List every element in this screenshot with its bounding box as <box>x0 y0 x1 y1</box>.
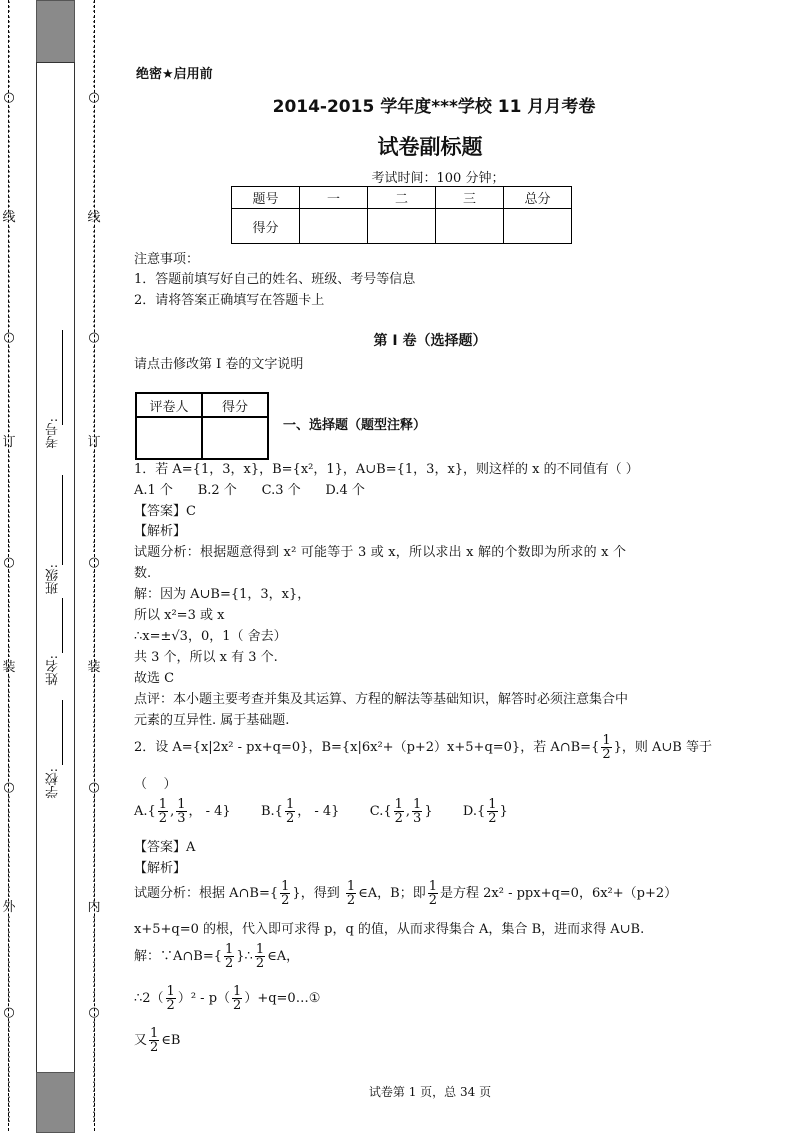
binding-dots: ⋮ <box>87 1095 101 1110</box>
q2-option-a: A.{ $\frac{1}{2}$ , $\frac{1}{3}$ ， - 4} <box>134 797 231 826</box>
binding-dots: ⋮ <box>87 495 101 510</box>
binding-dots: ⋮ <box>87 855 101 870</box>
q1-solution: 共 3 个，所以 x 有 3 个. <box>134 650 278 665</box>
score-header: 三 <box>436 187 504 209</box>
binding-dots: ⋮ <box>87 15 101 30</box>
binding-dots: ⋮ <box>2 105 16 120</box>
binding-dots: ⋮ <box>2 825 16 840</box>
q2-analysis-label: 【解析】 <box>134 861 187 876</box>
binding-dots: ⋮ <box>87 915 101 930</box>
q2-stem: 2．设 A={x|2x² - px+q=0}，B={x|6x²+（p+2）x+5+q=0}，若 A∩B={ $\frac{1}{2}$ }，则 A∪B 等于 <box>134 733 712 762</box>
binding-dots: ⋮ <box>87 675 101 690</box>
binding-mark: 外 <box>2 900 16 915</box>
q1-comment: 元素的互异性. 属于基础题. <box>134 713 290 728</box>
binding-dots: ⋮ <box>2 375 16 390</box>
q2-paren: （ ） <box>134 777 177 792</box>
score-header: 二 <box>368 187 436 209</box>
q1-solution: ∴x=±√3，0，1（ 舍去） <box>134 629 287 644</box>
binding-dots: ⋮ <box>87 645 101 660</box>
fraction: $\frac{1}{2}$ <box>602 733 611 762</box>
binding-dots: ⋮ <box>87 300 101 315</box>
binding-dots: ⋮ <box>87 225 101 240</box>
binding-dots: ⋮ <box>87 870 101 885</box>
score-cell[interactable] <box>504 209 572 244</box>
binding-dots: ⋮ <box>2 915 16 930</box>
q1-comment: 点评：本小题主要考查并集及其运算、方程的解法等基础知识，解答时必须注意集合中 <box>134 692 629 707</box>
field-class: 班级: <box>46 564 61 595</box>
grader-cell[interactable] <box>202 417 268 459</box>
binding-dots: ⋮ <box>87 525 101 540</box>
page-footer: 试卷第 1 页，总 34 页 <box>368 1085 492 1099</box>
binding-dots: ⋮ <box>87 885 101 900</box>
q1-answer: 【答案】C <box>134 504 196 519</box>
binding-dots: ⋮ <box>87 1065 101 1080</box>
field-exam-id: 考号: <box>46 418 61 449</box>
grader-header: 评卷人 <box>136 393 202 417</box>
score-table <box>231 186 572 244</box>
binding-dots: ⋮ <box>87 765 101 780</box>
binding-dots: ⋮ <box>87 150 101 165</box>
q2-option-b: B.{ $\frac{1}{2}$ ， - 4} <box>260 797 340 826</box>
binding-dots: ⋮ <box>87 465 101 480</box>
binding-dots: ⋮ <box>2 735 16 750</box>
binding-dots: ⋮ <box>2 675 16 690</box>
q2-solution: ∴2（ $\frac{1}{2}$ ）² - p（ $\frac{1}{2}$ ）+q=0…① <box>134 984 321 1013</box>
binding-dots: ⋮ <box>2 15 16 30</box>
q2-option-d: D.{ $\frac{1}{2}$ } <box>462 797 508 826</box>
binding-mark: 线 <box>87 210 101 225</box>
binding-dots: ⋮ <box>2 1020 16 1035</box>
binding-dots: ⋮ <box>87 945 101 960</box>
score-header: 题号 <box>232 187 300 209</box>
binding-dots: ⋮ <box>2 945 16 960</box>
binding-dots: ⋮ <box>87 360 101 375</box>
binding-dots: ⋮ <box>87 795 101 810</box>
binding-dots: ⋮ <box>87 810 101 825</box>
q2-solution: 解：∵A∩B={ $\frac{1}{2}$ }∴ $\frac{1}{2}$ ∈A， <box>134 942 300 971</box>
binding-dots: ⋮ <box>87 990 101 1005</box>
score-cell[interactable] <box>300 209 368 244</box>
binding-dots: ⋮ <box>87 240 101 255</box>
binding-dots: ⋮ <box>87 405 101 420</box>
binding-dots: ⋮ <box>2 165 16 180</box>
binding-dots: ⋮ <box>87 75 101 90</box>
binding-dots: ⋮ <box>87 1110 101 1125</box>
binding-dots: ⋮ <box>2 855 16 870</box>
binding-dots: ⋮ <box>87 615 101 630</box>
binding-dots: ⋮ <box>2 480 16 495</box>
grader-table <box>135 392 269 460</box>
binding-dots: ⋮ <box>87 1020 101 1035</box>
binding-dots: ⋮ <box>87 585 101 600</box>
binding-circle: ○ <box>88 330 100 345</box>
binding-dots: ⋮ <box>2 645 16 660</box>
binding-dots: ⋮ <box>2 450 16 465</box>
binding-dots: ⋮ <box>2 1095 16 1110</box>
q2-option-c: C.{ $\frac{1}{2}$ , $\frac{1}{3}$ } <box>369 797 433 826</box>
binding-circle: ○ <box>88 90 100 105</box>
binding-dots: ⋮ <box>2 540 16 555</box>
binding-dots: ⋮ <box>2 405 16 420</box>
binding-dots: ⋮ <box>2 255 16 270</box>
binding-dots: ⋮ <box>87 135 101 150</box>
section-description[interactable]: 请点击修改第 I 卷的文字说明 <box>134 357 304 372</box>
binding-dots: ⋮ <box>2 885 16 900</box>
binding-dots: ⋮ <box>87 600 101 615</box>
q2-options <box>134 798 508 825</box>
binding-dots: ⋮ <box>87 1080 101 1095</box>
binding-dots: ⋮ <box>2 465 16 480</box>
binding-dots: ⋮ <box>87 60 101 75</box>
q2-answer: 【答案】A <box>134 840 196 855</box>
binding-dots: ⋮ <box>2 300 16 315</box>
binding-dots: ⋮ <box>2 930 16 945</box>
binding-dots: ⋮ <box>87 690 101 705</box>
binding-dots: ⋮ <box>2 75 16 90</box>
binding-dots: ⋮ <box>2 630 16 645</box>
binding-dots: ⋮ <box>2 1035 16 1050</box>
binding-dots: ⋮ <box>2 570 16 585</box>
binding-dots: ⋮ <box>87 705 101 720</box>
binding-dots: ⋮ <box>2 615 16 630</box>
binding-circle: ○ <box>88 555 100 570</box>
binding-dots: ⋮ <box>87 540 101 555</box>
binding-dots: ⋮ <box>87 975 101 990</box>
binding-dots: ⋮ <box>87 30 101 45</box>
binding-dots: ⋮ <box>87 195 101 210</box>
notes-item: 1．答题前填写好自己的姓名、班级、考号等信息 <box>134 272 416 287</box>
score-header: 一 <box>300 187 368 209</box>
binding-dots: ⋮ <box>2 1065 16 1080</box>
binding-circle: ○ <box>3 555 15 570</box>
q2-solution: 又 $\frac{1}{2}$ ∈B <box>134 1026 181 1055</box>
binding-mark: 装 <box>87 660 101 675</box>
binding-dots: ⋮ <box>2 315 16 330</box>
binding-dots: ⋮ <box>2 720 16 735</box>
binding-dots: ⋮ <box>87 1035 101 1050</box>
score-row-label: 得分 <box>232 209 300 244</box>
q2-analysis: x+5+q=0 的根，代入即可求得 p，q 的值，从而求得集合 A，集合 B，进而求得 A∪B. <box>134 922 645 937</box>
score-cell[interactable] <box>368 209 436 244</box>
binding-dots: ⋮ <box>87 1050 101 1065</box>
binding-dots: ⋮ <box>2 495 16 510</box>
binding-dots: ⋮ <box>2 990 16 1005</box>
gray-band-bottom <box>36 1072 75 1133</box>
binding-dots: ⋮ <box>87 960 101 975</box>
binding-dots: ⋮ <box>87 105 101 120</box>
binding-circle: ○ <box>3 330 15 345</box>
binding-dots: ⋮ <box>2 45 16 60</box>
q2-analysis: 试题分析：根据 A∩B={ $\frac{1}{2}$ }，得到 $\frac{1}{2}$ ∈A，B；即 $\frac{1}{2}$ 是方程 2x² - ppx+q=0，6x²+（p+2） <box>134 879 678 908</box>
binding-dots: ⋮ <box>2 270 16 285</box>
field-name: 姓名: <box>46 655 61 686</box>
field-underline <box>62 598 63 653</box>
q1-stem: 1．若 A={1，3，x}，B={x²，1}，A∪B={1，3，x}，则这样的 x 的不同值有（ ） <box>134 462 639 477</box>
binding-dots: ⋮ <box>87 450 101 465</box>
binding-dots: ⋮ <box>87 270 101 285</box>
binding-dots: ⋮ <box>2 240 16 255</box>
binding-dots: ⋮ <box>87 165 101 180</box>
binding-dots: ⋮ <box>87 0 101 15</box>
exam-subtitle: 试卷副标题 <box>377 135 483 159</box>
binding-dots: ⋮ <box>87 345 101 360</box>
binding-dots: ⋮ <box>2 1050 16 1065</box>
binding-dots: ⋮ <box>2 0 16 15</box>
binding-dots: ⋮ <box>2 180 16 195</box>
binding-dots: ⋮ <box>2 150 16 165</box>
binding-dots: ⋮ <box>2 870 16 885</box>
notes-title: 注意事项： <box>134 252 200 267</box>
binding-dots: ⋮ <box>87 420 101 435</box>
q1-analysis: 数. <box>134 566 152 581</box>
binding-dots: ⋮ <box>2 420 16 435</box>
binding-mark: 订 <box>2 435 16 450</box>
score-header: 总分 <box>504 187 572 209</box>
binding-dots: ⋮ <box>2 390 16 405</box>
binding-dots: ⋮ <box>87 930 101 945</box>
binding-circle: ○ <box>88 1005 100 1020</box>
binding-dots: ⋮ <box>87 315 101 330</box>
binding-circle: ○ <box>3 1005 15 1020</box>
q1-options: A.1 个 B.2 个 C.3 个 D.4 个 <box>134 483 365 498</box>
binding-circle: ○ <box>88 780 100 795</box>
binding-dots: ⋮ <box>2 285 16 300</box>
q1-analysis-label: 【解析】 <box>134 524 187 539</box>
binding-dots: ⋮ <box>87 630 101 645</box>
binding-mark: 线 <box>2 210 16 225</box>
exam-time: 考试时间：100 分钟； <box>371 171 505 186</box>
binding-dots: ⋮ <box>87 285 101 300</box>
binding-dots: ⋮ <box>2 600 16 615</box>
binding-dots: ⋮ <box>2 705 16 720</box>
binding-dots: ⋮ <box>2 195 16 210</box>
binding-dots: ⋮ <box>2 840 16 855</box>
binding-mark: 内 <box>87 900 101 915</box>
exam-title: 2014-2015 学年度***学校 11 月月考卷 <box>272 97 596 117</box>
binding-dots: ⋮ <box>87 255 101 270</box>
grader-header: 得分 <box>202 393 268 417</box>
binding-circle: ○ <box>3 780 15 795</box>
field-school: 学校: <box>46 768 61 799</box>
binding-mark: 订 <box>87 435 101 450</box>
binding-dots: ⋮ <box>87 375 101 390</box>
binding-dots: ⋮ <box>87 390 101 405</box>
binding-dots: ⋮ <box>87 750 101 765</box>
q1-solution: 解：因为 A∪B={1，3，x}， <box>134 587 311 602</box>
binding-dots: ⋮ <box>2 525 16 540</box>
binding-dots: ⋮ <box>2 360 16 375</box>
binding-dots: ⋮ <box>2 1080 16 1095</box>
field-underline <box>62 475 63 565</box>
binding-dots: ⋮ <box>2 120 16 135</box>
binding-mark: 装 <box>2 660 16 675</box>
binding-dots: ⋮ <box>87 45 101 60</box>
binding-dots: ⋮ <box>2 960 16 975</box>
binding-dots: ⋮ <box>87 720 101 735</box>
section-title: 第 I 卷（选择题） <box>373 333 487 349</box>
binding-dots: ⋮ <box>2 225 16 240</box>
binding-dots: ⋮ <box>2 975 16 990</box>
score-cell[interactable] <box>436 209 504 244</box>
binding-dots: ⋮ <box>87 735 101 750</box>
binding-dots: ⋮ <box>2 765 16 780</box>
binding-dots: ⋮ <box>87 120 101 135</box>
binding-dots: ⋮ <box>2 810 16 825</box>
q1-solution: 故选 C <box>134 671 175 686</box>
binding-dots: ⋮ <box>2 60 16 75</box>
binding-dots: ⋮ <box>2 30 16 45</box>
binding-dots: ⋮ <box>87 840 101 855</box>
binding-dots: ⋮ <box>2 345 16 360</box>
binding-dots: ⋮ <box>87 480 101 495</box>
binding-dots: ⋮ <box>2 750 16 765</box>
notes-item: 2．请将答案正确填写在答题卡上 <box>134 293 325 308</box>
q1-solution: 所以 x²=3 或 x <box>134 608 225 623</box>
binding-dots: ⋮ <box>87 510 101 525</box>
binding-dots: ⋮ <box>2 795 16 810</box>
secret-mark: 绝密★启用前 <box>136 67 213 82</box>
binding-dots: ⋮ <box>87 570 101 585</box>
binding-dots: ⋮ <box>87 180 101 195</box>
binding-circle: ○ <box>3 90 15 105</box>
grader-cell[interactable] <box>136 417 202 459</box>
binding-dots: ⋮ <box>2 135 16 150</box>
field-underline <box>62 700 63 765</box>
binding-dots: ⋮ <box>2 1110 16 1125</box>
binding-dots: ⋮ <box>2 690 16 705</box>
question-type: 一、选择题（题型注释） <box>283 418 427 433</box>
binding-dots: ⋮ <box>2 585 16 600</box>
binding-dots: ⋮ <box>87 825 101 840</box>
gray-band-top <box>36 0 75 64</box>
q1-analysis: 试题分析：根据题意得到 x² 可能等于 3 或 x，所以求出 x 解的个数即为所求的 x 个 <box>134 545 627 560</box>
binding-dots: ⋮ <box>2 510 16 525</box>
